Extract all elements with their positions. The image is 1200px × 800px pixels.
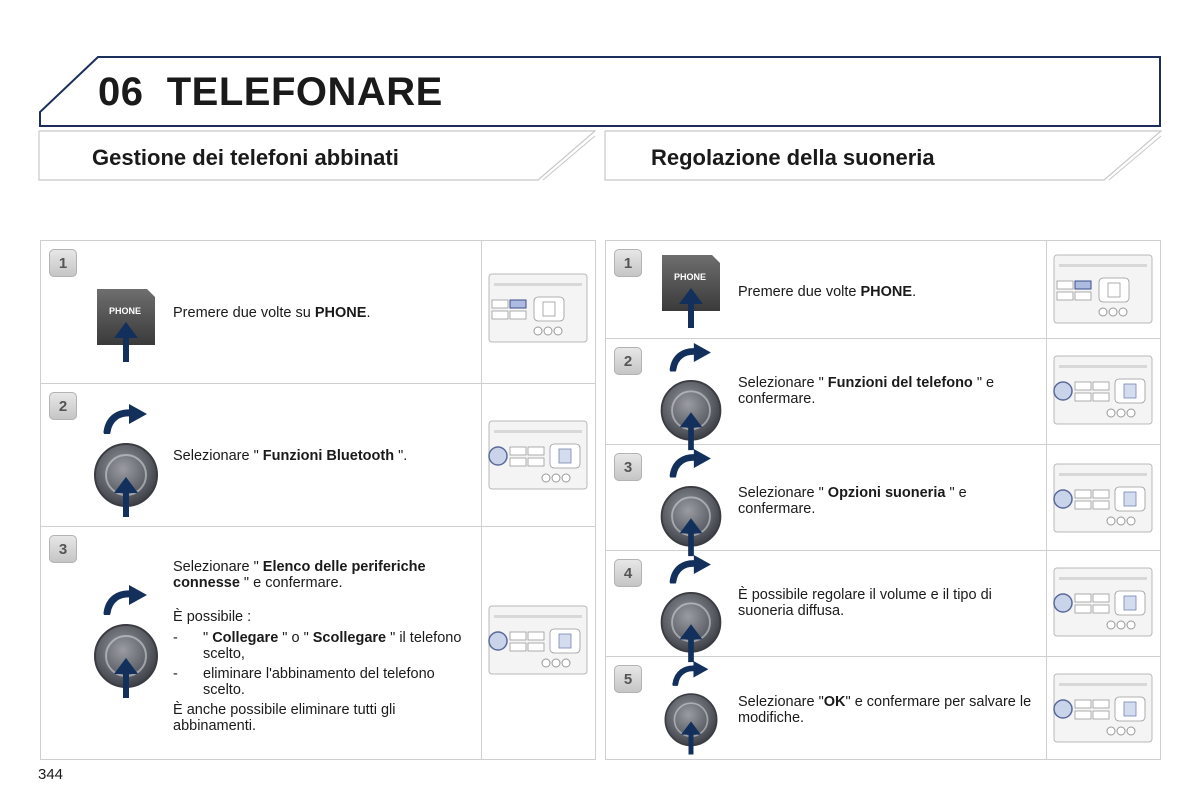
right-step-1 xyxy=(606,241,1160,339)
radio-illustration-cell xyxy=(1046,657,1160,759)
radio-panel-illustration xyxy=(1049,355,1157,425)
step-badge: 2 xyxy=(614,347,642,375)
left-section-title: Gestione dei telefoni abbinati xyxy=(92,145,399,170)
step-text: È possibile regolare il volume e il tipo di suoneria diffusa. xyxy=(738,587,992,619)
radio-panel-illustration xyxy=(1049,463,1157,533)
radio-illustration-cell xyxy=(1046,241,1160,339)
radio-illustration-cell xyxy=(481,384,595,527)
step-text-block xyxy=(173,559,473,734)
right-section-title: Regolazione della suoneria xyxy=(651,145,935,170)
step-badge: 3 xyxy=(614,453,642,481)
step-badge: 2 xyxy=(49,392,77,420)
step-badge: 3 xyxy=(49,535,77,563)
rotary-knob-icon xyxy=(91,404,161,520)
rotary-knob-icon xyxy=(91,585,161,701)
list-item: - eliminare l'abbinamento del telefono scelto. xyxy=(173,666,435,698)
radio-illustration-cell xyxy=(481,527,595,759)
left-step-3 xyxy=(41,527,595,759)
left-step-1 xyxy=(41,241,595,384)
step-text: Selezionare " Opzioni suoneria " e confermare. xyxy=(738,485,967,517)
right-steps-panel xyxy=(605,240,1161,760)
radio-panel-illustration xyxy=(488,273,588,343)
also-note: È anche possibile eliminare tutti gli abbinamenti. xyxy=(173,702,396,734)
possible-label: È possibile : xyxy=(173,609,252,625)
radio-panel-illustration xyxy=(1049,673,1157,743)
rotary-knob-icon xyxy=(656,449,726,559)
radio-illustration-cell xyxy=(1046,445,1160,551)
step-text: Selezionare "OK" e confermare per salvare le modifiche. xyxy=(738,694,1032,726)
left-step-2 xyxy=(41,384,595,527)
right-step-5 xyxy=(606,657,1160,759)
radio-illustration-cell xyxy=(481,241,595,384)
step-text: Selezionare " Funzioni del telefono " e confermare. xyxy=(738,375,995,407)
phone-button-icon xyxy=(95,287,157,365)
step-text: Premere due volte su PHONE. xyxy=(173,305,371,321)
list-item: - " Collegare " o " Scollegare " il telefono scelto, xyxy=(173,630,462,662)
svg-text:PHONE: PHONE xyxy=(673,272,707,282)
right-step-2 xyxy=(606,339,1160,445)
rotary-knob-icon xyxy=(656,661,726,757)
radio-panel-illustration xyxy=(1049,567,1157,637)
phone-button-icon xyxy=(660,253,722,331)
chapter-number: 06 xyxy=(98,70,144,114)
radio-panel-illustration xyxy=(484,605,592,675)
step-badge: 5 xyxy=(614,665,642,693)
rotary-knob-icon xyxy=(656,555,726,665)
step-text: Selezionare " Funzioni Bluetooth ". xyxy=(173,448,408,464)
radio-illustration-cell xyxy=(1046,339,1160,445)
radio-panel-illustration xyxy=(1053,253,1153,325)
step-text: Premere due volte PHONE. xyxy=(738,284,917,300)
radio-panel-illustration xyxy=(484,420,592,490)
right-step-4 xyxy=(606,551,1160,657)
right-step-3 xyxy=(606,445,1160,551)
step-badge: 1 xyxy=(614,249,642,277)
chapter-title xyxy=(98,70,443,115)
rotary-knob-icon xyxy=(656,343,726,453)
radio-illustration-cell xyxy=(1046,551,1160,657)
svg-text:PHONE: PHONE xyxy=(108,306,142,316)
step-badge: 1 xyxy=(49,249,77,277)
page-number: 344 xyxy=(38,766,64,783)
chapter-name: TELEFONARE xyxy=(166,70,443,114)
left-steps-panel xyxy=(40,240,596,760)
step-text: Selezionare " Elenco delle periferiche connesse " e confermare. xyxy=(173,559,426,591)
step-badge: 4 xyxy=(614,559,642,587)
